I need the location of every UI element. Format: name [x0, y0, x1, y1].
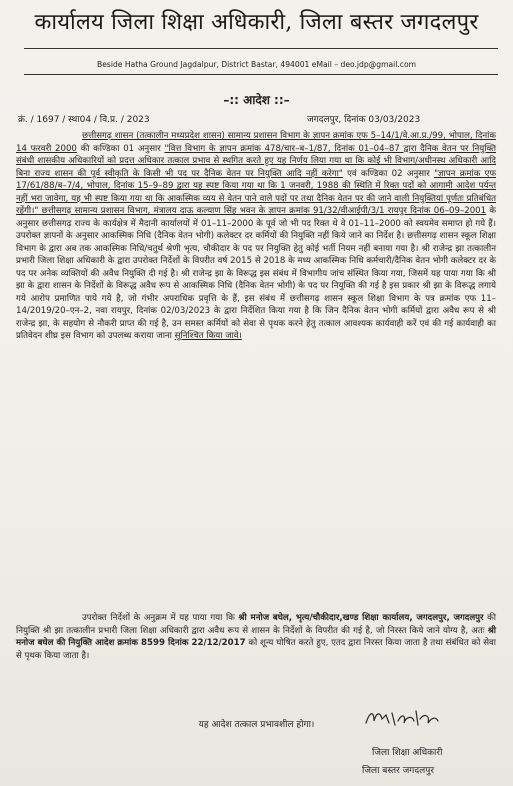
body-paragraph-1: [16, 130, 496, 343]
letterhead-top-rule: [24, 48, 498, 49]
body-paragraph-2: [16, 612, 496, 662]
body-text: के अनुसार छत्तीसगढ़ राज्य के कार्यक्षेत्र में मैदानी कार्यालयों में 01–11–2000 के पूर्व जो भी पद रिक्त थे वे 01–11–2000 को स्वयमेव समाप्त हो गये हैं। उपरोक्त ज्ञापनों के अनुसार आकस्मिक निधि (दैनिक वेतन भोगी) कलेक्टर दर कर्मियों की नियुक्ति नहीं किये जाने का निर्देश है। छत्तीसगढ़ शासन स्कूल शिक्षा विभाग के द्वारा अब तक आकस्मिक निधि/चतुर्थ श्रेणी भृत्य, चौकीदार के पद पर नियुक्ति हेतु कोई भर्ती नियम नहीं बनाया गया है। श्री राजेन्द्र झा तत्कालीन प्रभारी जिला शिक्षा अधिकारी के द्वारा उपरोक्त निर्देशों के विपरीत वर्ष 2015 से 2018 के मध्य आकस्मिक निधि कर्मचारी/दैनिक वेतन भोगी कलेक्टर दर के पद पर अनेक व्यक्तियों की अवैध नियुक्ति दी गई है। श्री राजेन्द्र झा के विरूद्ध इस संबंध में विभागीय जांच संस्थित किया गया, जिसमें यह पाया गया कि श्री झा के द्वारा शासन के निर्देशों के विरूद्ध अवैध रूप से आकस्मिक निधि (दैनिक वेतन भोगी) के पद पर नियुक्ति की गई है इस प्रकार श्री झा के विरूद्ध लगाये गये आरोप प्रमाणित पाये गये है, जो गंभीर अपराधिक प्रवृत्ति के हैं, इस संबंध में छत्तीसगढ़ शासन स्कूल शिक्षा विभाग के पत्र क्रमांक एफ 11–14/2019/20–एन–2, नवा रायपुर, दिनांक 02/03/2023 के द्वारा निर्देशित किया गया है कि जिन दैनिक वेतन भोगी कर्मियों द्वारा अवैध रूप से श्री राजेन्द्र झा, के सहयोग से नौकरी प्राप्त की गई है, उन समस्त कर्मियों को सेवा से पृथक करने हेतु तत्काल आवश्यक कार्यवाही करें एवं की गई कार्यवाही का प्रतिवेदन शीघ्र इस विभाग को उपलब्ध कराया जाना: [16, 206, 496, 341]
body-text: एवं कण्डिका 02 अनुसार: [342, 168, 435, 179]
handwritten-signature: [362, 705, 442, 731]
body-text: की नियुक्ति श्री झा तत्कालीन प्रभारी जिला शिक्षा अधिकारी द्वारा अवैध रूप से शासन के निर्देशों के विपरीत की गई है, जो निरस्त किये जाने योग्य है, अतः: [16, 613, 497, 636]
letterhead-address: Beside Hatha Ground Jagdalpur, District Bastar, 494001 eMail – deo.jdp@gmail.com: [97, 60, 416, 69]
circular-reference-2001: छत्तीसगढ़ सामान्य प्रशासन विभाग, मंत्रालय दाऊ कल्याण सिंह भवन के ज्ञापन क्रमांक 91/32/वीआईपी/3/1 रायपुर दिनांक 06–09–2001: [38, 206, 487, 216]
circular-reference-2000: छत्तीसगढ़ शासन (तत्कालीन मध्यप्रदेश शासन) सामान्य प्रशासन विभाग के ज्ञापन क्रमांक एफ 5–14/1/वे.आ.प्र./99, भोपाल, दिनांक 14 फरवरी 2000: [16, 131, 496, 154]
letterhead-bottom-rule: [24, 74, 498, 75]
body-text: उपरोक्त निर्देशों के अनुक्रम में यह पाया गया कि: [82, 613, 239, 623]
closing-statement: यह आदेश तत्काल प्रभावशील होगा।: [198, 720, 315, 730]
letterhead-title: कार्यालय जिला शिक्षा अधिकारी, जिला बस्तर जगदलपुर: [34, 10, 479, 35]
signatory-place: जिला बस्तर जगदलपुर: [362, 766, 435, 776]
quoted-directive-1: "वित्त विभाग के ज्ञापन क्रमांक 478/चार–ब–1/87, दिनांक 01–04–87 द्वारा दैनिक वेतन पर नियुक्ति संबंधी शासकीय अधिकारियों को प्रदत्त अधिकार तत्काल प्रभाव से स्थगित करते हुए यह निर्णय लिया गया था कि कोई भी विभाग/अधीनस्थ अधिकारी आदि बिना राज्य शासन की पूर्व स्वीकृति के किसी भी पद पर दैनिक वेतन पर नियुक्ति आदि नहीं करेगा": [16, 143, 497, 179]
quoted-directive-2: "ज्ञापन क्रमांक एफ 17/61/88/ब–7/4, भोपाल, दिनांक 15–9–89 द्वारा यह स्पष्ट किया गया था कि 1 जनवरी, 1988 की स्थिति में रिक्त पदों को आगामी आदेश पर्यन्त नहीं भरा जावेगा, यह भी स्पष्ट किया गया था कि आकस्मिक व्यय से वेतन पाने वाले पदों पर तथा दैनिक वेतन पर की जाने वाली नियुक्तियां पूर्णतः प्रतिबंधित रहेंगी।": [16, 168, 496, 216]
order-reference-number: क्रं. / 1697 / स्था04 / वि.प्र. / 2023: [18, 115, 150, 125]
signatory-office: जिला शिक्षा अधिकारी: [372, 748, 443, 758]
body-text-underlined: सुनिश्चित किया जावे।: [174, 331, 242, 341]
order-title: –:: आदेश ::–: [223, 93, 290, 107]
appointment-order-reference: श्री मनोज बघेल की नियुक्ति आदेश क्रमांक 8599 दिनांक 22/12/2017: [16, 625, 496, 648]
body-text: को शून्य घोषित करते हुए, एतद द्वारा निरस्त किया जाता है तथा संबंधित को सेवा से पृथक किया जाता है।: [16, 638, 497, 661]
employee-designation: श्री मनोज बघेल, भृत्य/चौकीदार,खण्ड शिक्षा कार्यालय, जगदलपुर, जगदलपुर: [238, 613, 484, 623]
order-place-date: जगदलपुर, दिनांक 03/03/2023: [307, 115, 421, 125]
body-text: की कण्डिका 01 अनुसार: [76, 143, 165, 154]
